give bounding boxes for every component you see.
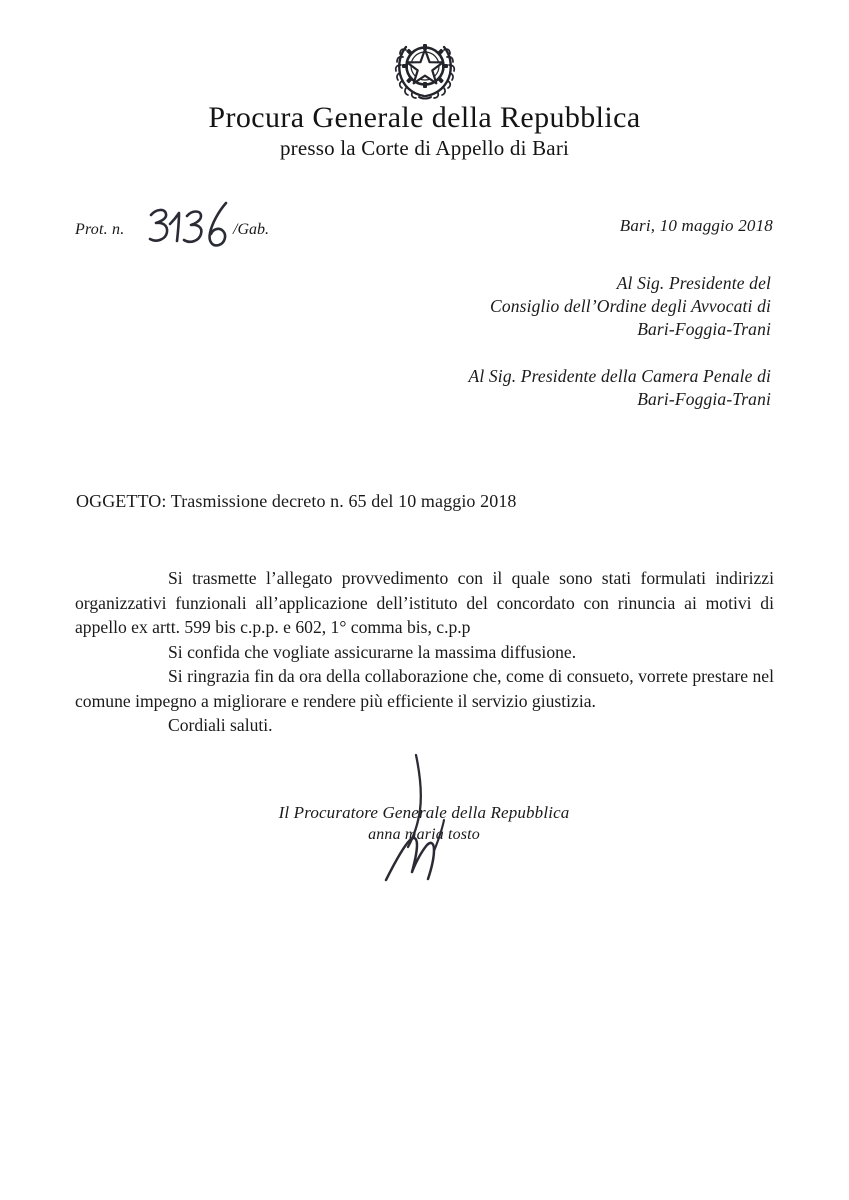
protocol-suffix: /Gab. xyxy=(233,221,269,238)
body-paragraph: Si trasmette l’allegato provvedimento con il quale sono stati formulati indirizzi organizzativi funzionali all’applicazione dell’istituto del concordato con rinuncia ai motivi di appello ex artt. 599 bis c.p.p. e 602, 1° comma bis, c.p.p xyxy=(75,568,774,637)
addressee-line: Al Sig. Presidente della Camera Penale di xyxy=(468,366,771,386)
subject-line: OGGETTO: Trasmissione decreto n. 65 del 10 maggio 2018 xyxy=(76,491,517,511)
italian-republic-emblem-icon xyxy=(394,36,456,102)
signatory-name: anna maria tosto xyxy=(368,826,480,843)
addressee-line: Consiglio dell’Ordine degli Avvocati di xyxy=(490,296,771,316)
letter-body xyxy=(75,566,774,738)
addressee-line: Bari-Foggia-Trani xyxy=(637,319,771,339)
protocol-row xyxy=(75,215,435,255)
date-line: Bari, 10 maggio 2018 xyxy=(619,216,773,235)
protocol-number-handwritten xyxy=(143,193,239,251)
organization-title: Procura Generale della Repubblica xyxy=(208,101,641,134)
addressee-group xyxy=(301,272,771,341)
addressee-group xyxy=(301,365,771,411)
organization-subtitle: presso la Corte di Appello di Bari xyxy=(279,136,570,160)
body-paragraph: Cordiali saluti. xyxy=(168,715,273,735)
signatory-role: Il Procuratore Generale della Repubblica xyxy=(278,803,570,822)
signature-block xyxy=(278,802,570,845)
addressee-block xyxy=(301,272,771,411)
body-paragraph: Si ringrazia fin da ora della collaborazione che, come di consueto, vorrete prestare nel comune impegno a migliorare e rendere più efficiente il servizio giustizia. xyxy=(75,666,774,711)
addressee-line: Bari-Foggia-Trani xyxy=(637,389,771,409)
addressee-line: Al Sig. Presidente del xyxy=(616,273,771,293)
body-paragraph: Si confida che vogliate assicurarne la massima diffusione. xyxy=(168,641,577,662)
letterhead-emblem-container xyxy=(0,36,849,102)
protocol-label: Prot. n. xyxy=(75,221,125,238)
